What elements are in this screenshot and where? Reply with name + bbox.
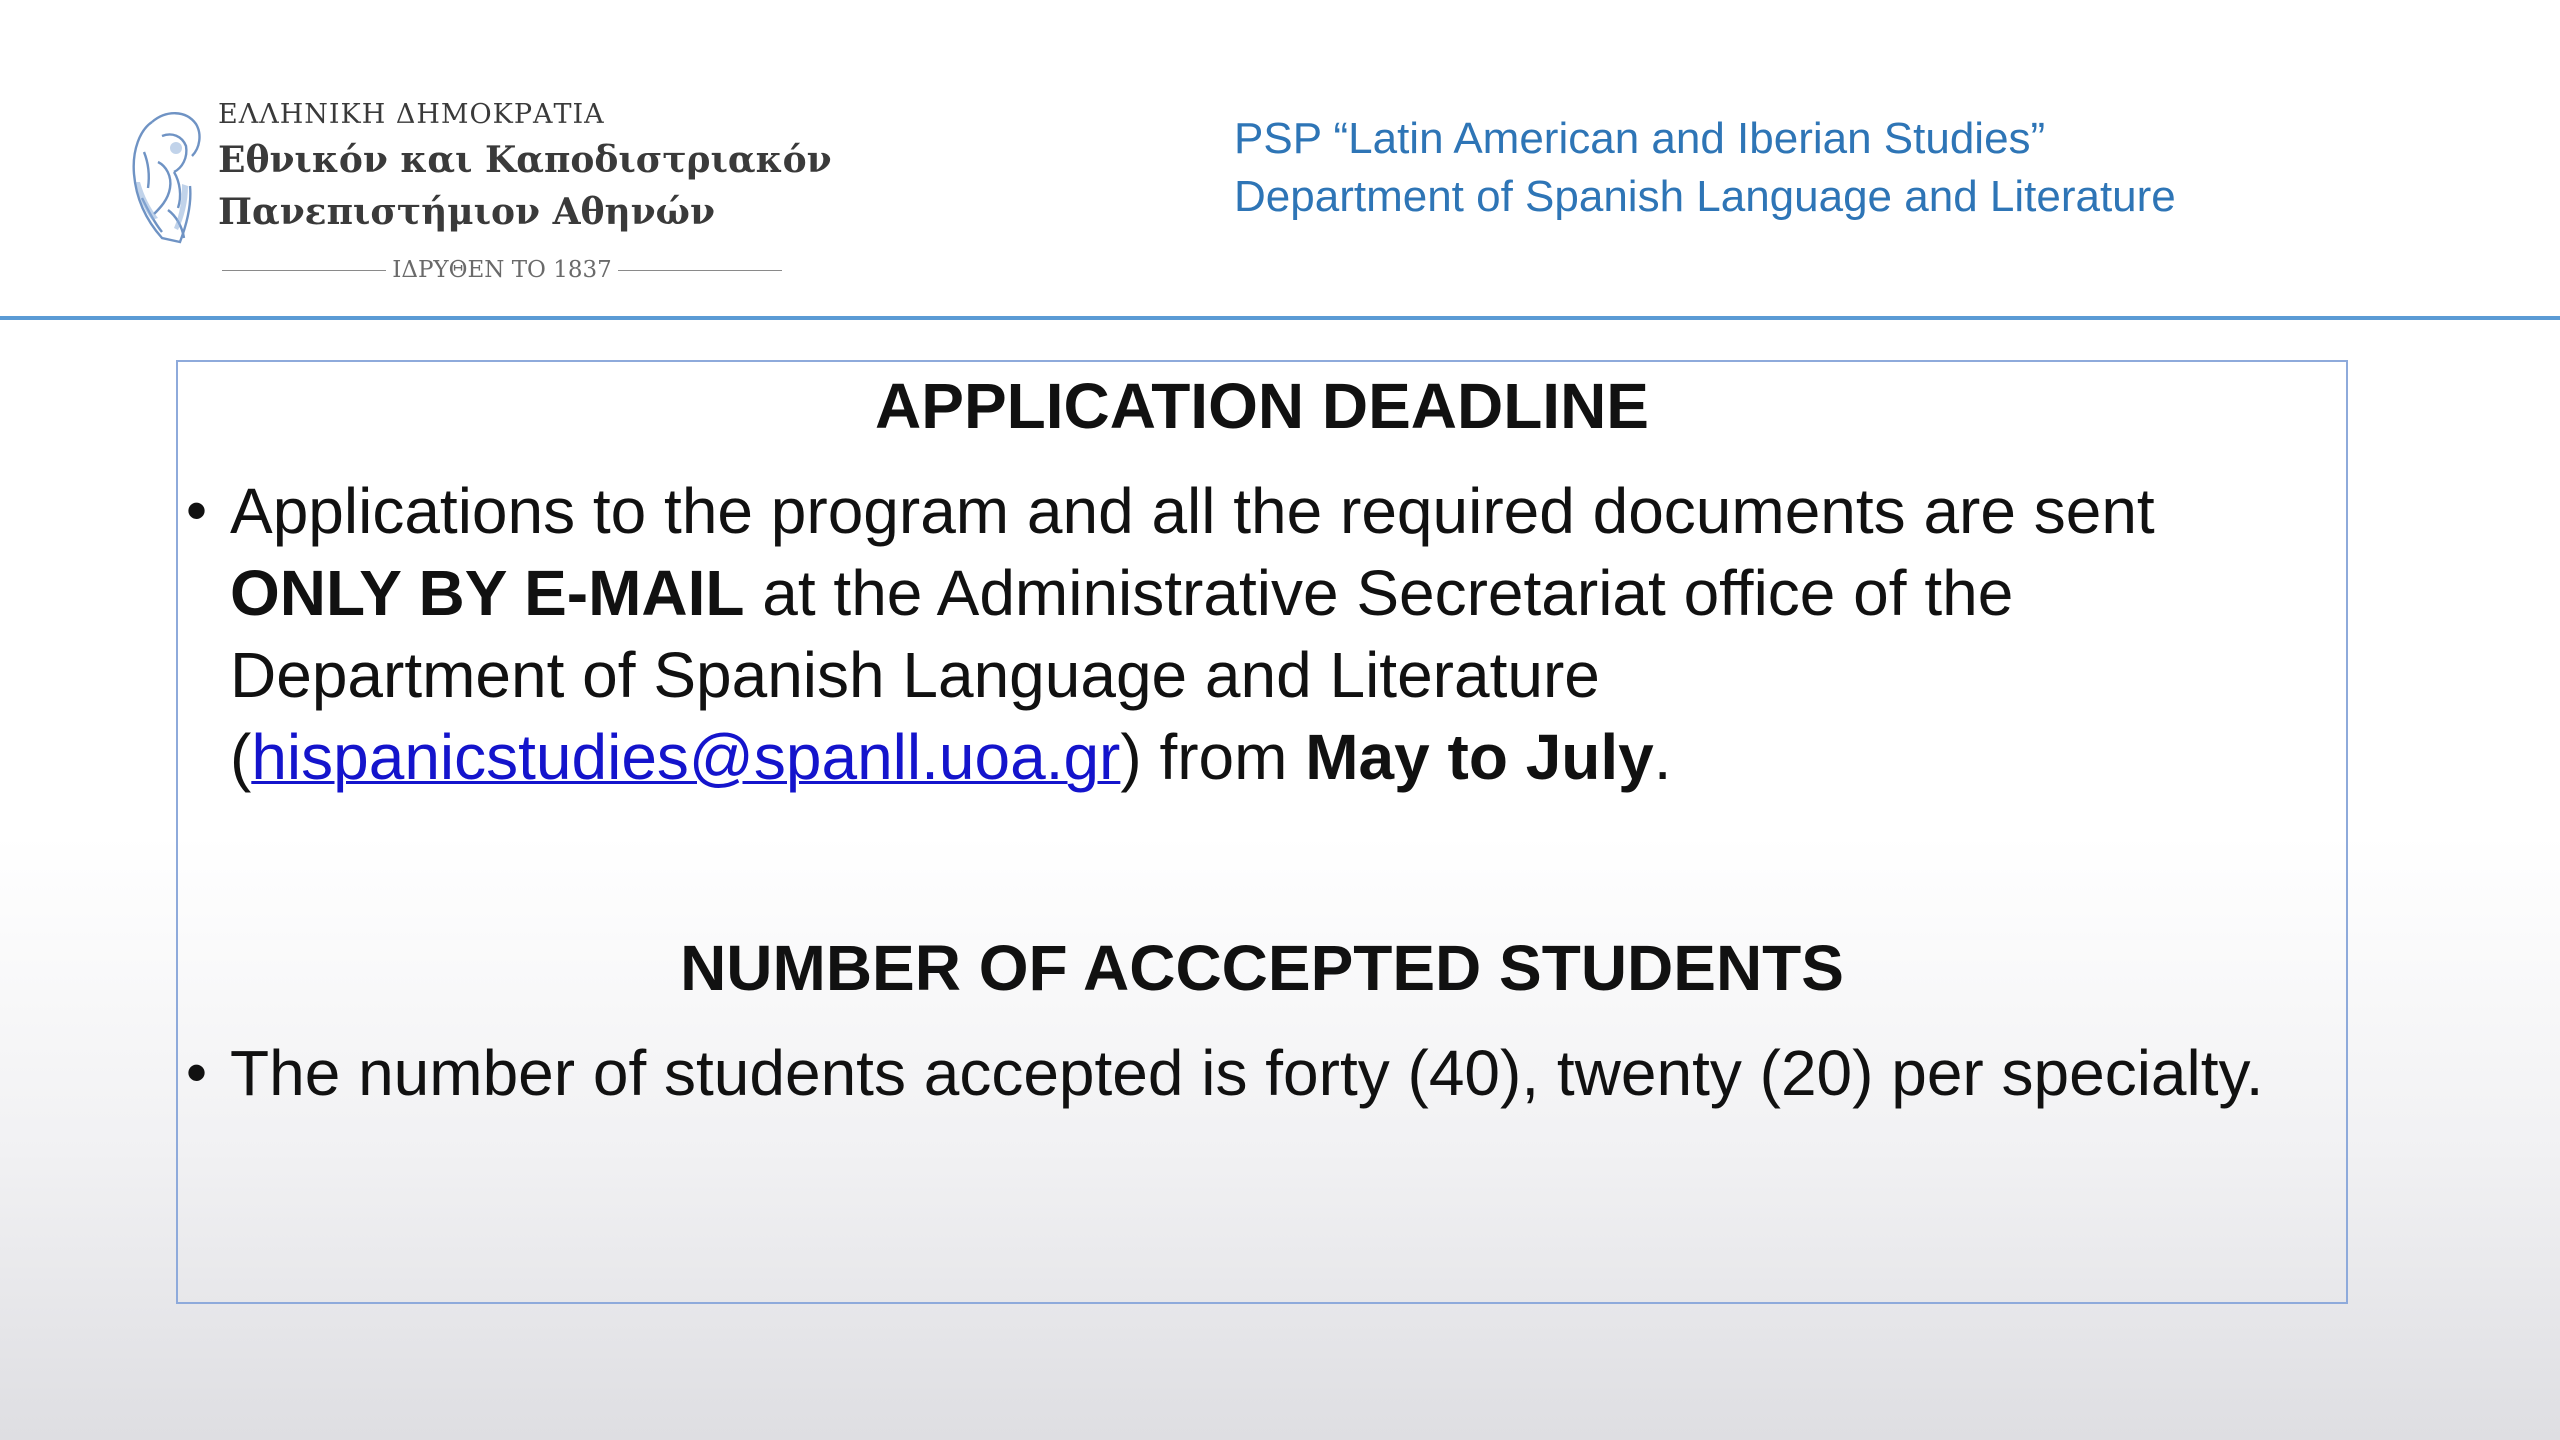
heading-accepted-students: NUMBER OF ACCCEPTED STUDENTS	[680, 932, 1844, 1004]
emphasis-only-by-email: ONLY BY E-MAIL	[230, 557, 745, 629]
bullet-marker: •	[186, 477, 208, 544]
slide-header	[0, 0, 2560, 318]
program-info	[1234, 110, 2176, 226]
content-box	[176, 360, 2348, 1304]
email-link[interactable]: hispanicstudies@spanll.uoa.gr	[251, 721, 1121, 793]
header-divider	[0, 316, 2560, 320]
logo-rule-left	[222, 270, 386, 271]
bullet-marker: •	[186, 1039, 208, 1106]
heading-application-deadline: APPLICATION DEADLINE	[875, 370, 1649, 442]
logo-line-university-name: Εθνικόν και Καποδιστριακόν	[218, 139, 832, 181]
logo-line-university-city: Πανεπιστήμιον Αθηνών	[218, 191, 715, 233]
paragraph-application-info	[230, 470, 2340, 798]
text-segment: at the Administrative Secretariat office of the Department of Spanish Language and Literature (	[230, 557, 2014, 793]
university-logo	[122, 96, 832, 292]
emphasis-date-range: May to July	[1305, 721, 1654, 793]
program-title: PSP “Latin American and Iberian Studies”	[1234, 114, 2046, 163]
text-segment: .	[1653, 721, 1672, 793]
logo-rule-right	[618, 270, 782, 271]
text-segment: Applications to the program and all the required documents are sent	[230, 475, 2155, 547]
paragraph-student-count: The number of students accepted is forty (40), twenty (20) per specialty.	[230, 1037, 2264, 1109]
athena-seal-icon	[122, 102, 206, 250]
logo-founded-text: ΙΔΡΥΘΕΝ ΤΟ 1837	[392, 257, 612, 283]
text-segment: ) from	[1120, 721, 1306, 793]
logo-founded-line	[222, 252, 782, 288]
logo-wordmark	[218, 96, 832, 238]
department-name: Department of Spanish Language and Literature	[1234, 172, 2176, 221]
logo-line-republic: ΕΛΛΗΝΙΚΗ ΔΗΜΟΚΡΑΤΙΑ	[218, 99, 605, 130]
